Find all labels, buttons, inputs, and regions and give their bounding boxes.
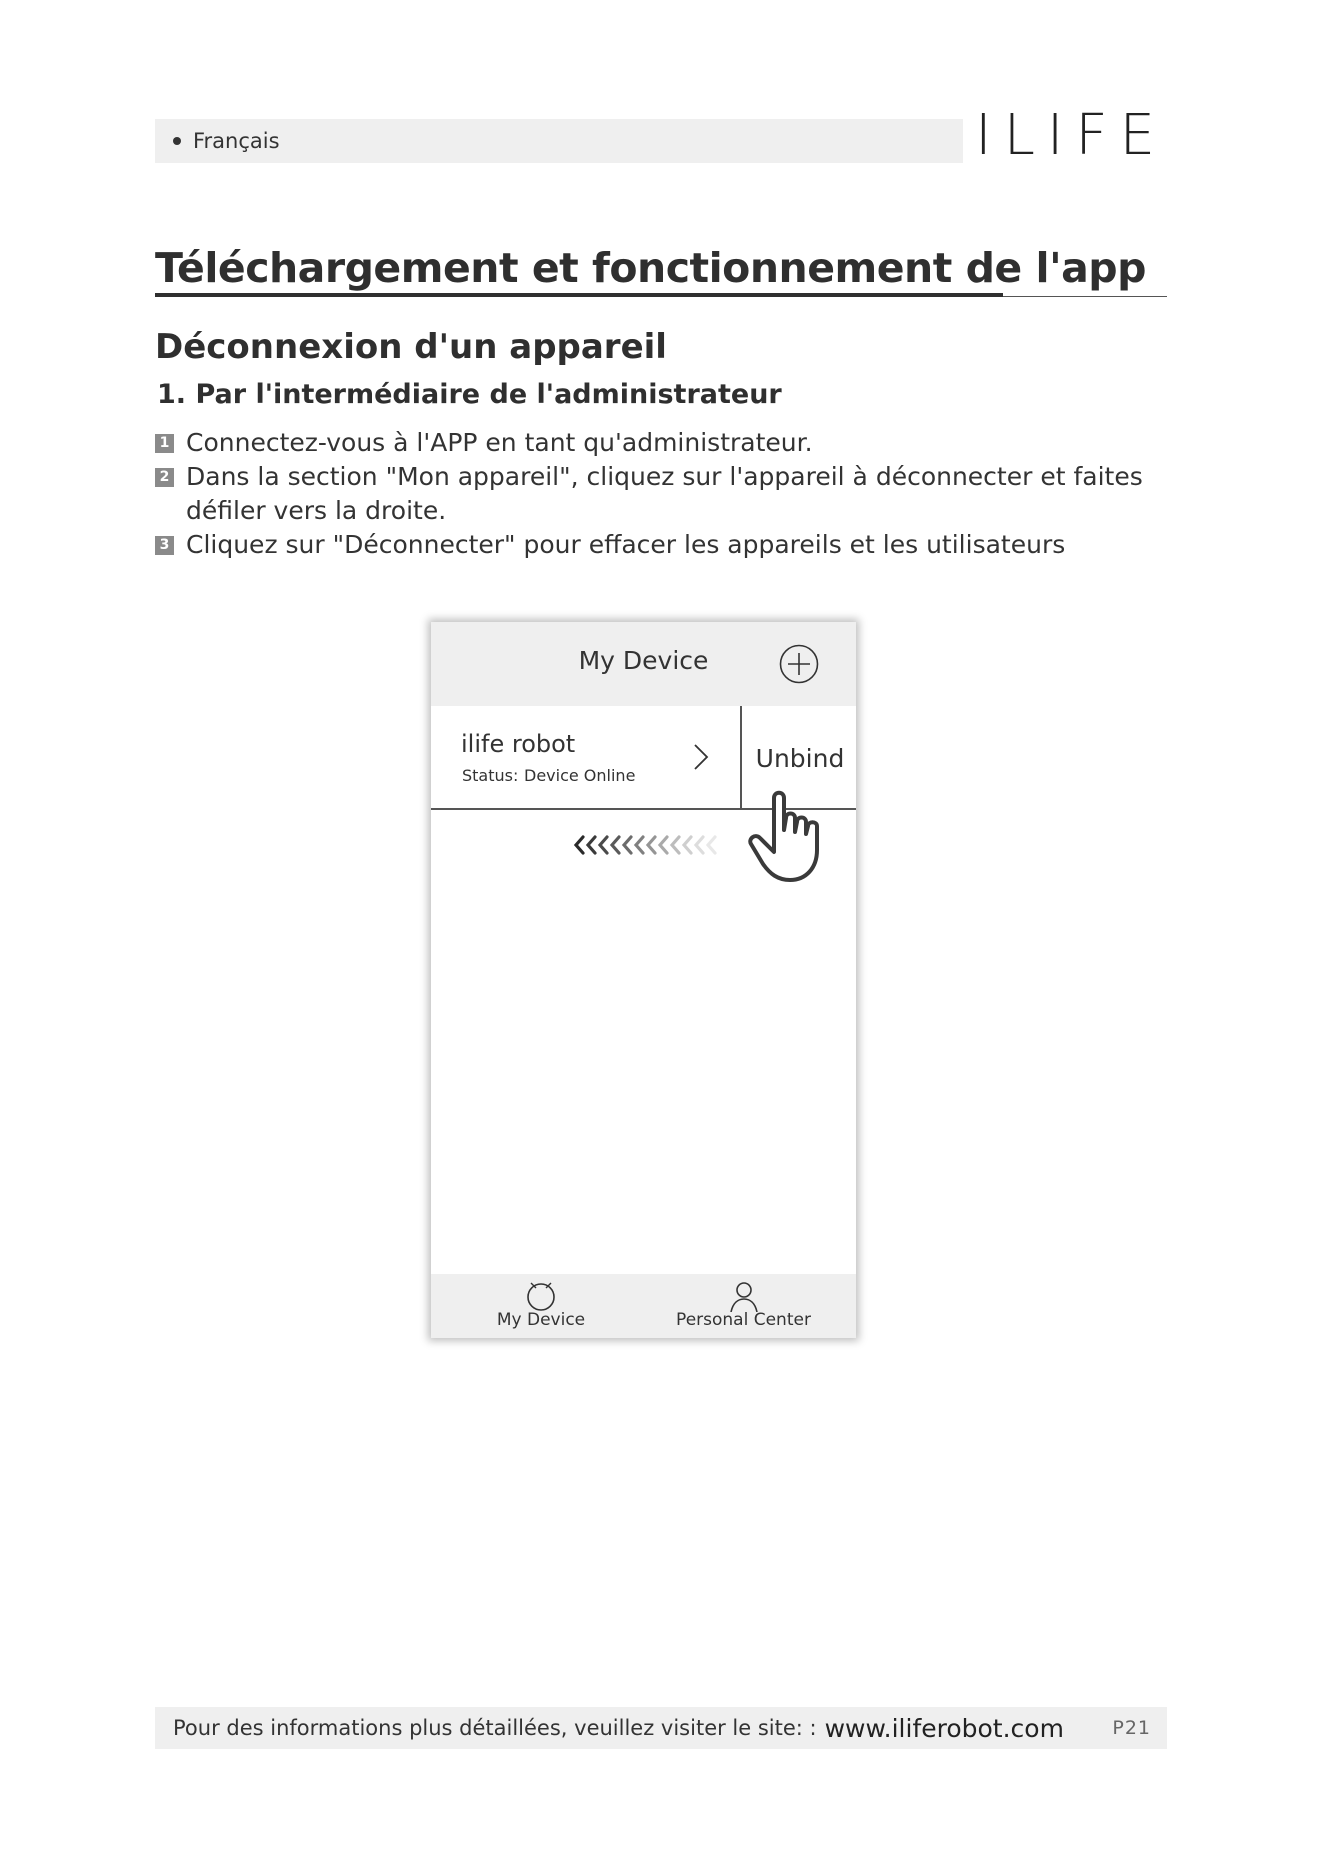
page-footer bbox=[155, 1707, 1167, 1749]
robot-icon bbox=[524, 1280, 558, 1312]
phone-mockup bbox=[431, 622, 856, 1338]
language-label: Français bbox=[193, 129, 280, 153]
step-item bbox=[155, 460, 1165, 528]
page-title: Téléchargement et fonctionnement de l'app bbox=[155, 244, 1146, 292]
step-text: Cliquez sur "Déconnecter" pour effacer les appareils et les utilisateurs bbox=[186, 530, 1066, 559]
bottom-tab-bar bbox=[431, 1274, 856, 1338]
add-device-icon[interactable] bbox=[779, 644, 819, 684]
page-number: P21 bbox=[1112, 1717, 1151, 1739]
tab-label: My Device bbox=[496, 1310, 586, 1330]
tab-personal-center[interactable] bbox=[661, 1274, 826, 1338]
tab-my-device[interactable] bbox=[471, 1274, 611, 1338]
tab-label: Personal Center bbox=[676, 1310, 811, 1330]
title-underline bbox=[155, 293, 1003, 297]
step-item bbox=[155, 426, 1165, 460]
step-text: Dans la section "Mon appareil", cliquez sur l'appareil à déconnecter et faites défiler vers la droite. bbox=[186, 462, 1143, 525]
steps-list bbox=[155, 426, 1165, 562]
unbind-label: Unbind bbox=[755, 743, 845, 773]
pointing-hand-icon bbox=[746, 788, 836, 884]
device-name: ilife robot bbox=[461, 730, 576, 758]
app-title: My Device bbox=[578, 646, 709, 675]
footer-text: Pour des informations plus détaillées, veuillez visiter le site: : bbox=[173, 1716, 817, 1740]
step-text: Connectez-vous à l'APP en tant qu'administrateur. bbox=[186, 428, 813, 457]
step-number: 2 bbox=[155, 468, 174, 487]
brand-logo: ILIFE bbox=[975, 103, 1167, 168]
page-subtitle: Déconnexion d'un appareil bbox=[155, 327, 667, 367]
bullet-icon bbox=[173, 137, 181, 145]
chevron-right-icon bbox=[692, 742, 710, 772]
device-status-value: Device Online bbox=[524, 766, 636, 785]
step-number: 1 bbox=[155, 434, 174, 453]
title-rule bbox=[1003, 296, 1167, 297]
swipe-left-arrows-icon bbox=[573, 834, 718, 856]
device-status-label: Status: bbox=[462, 766, 519, 785]
section-heading: 1. Par l'intermédiaire de l'administrateur bbox=[157, 379, 782, 410]
app-header bbox=[431, 622, 856, 706]
step-item bbox=[155, 528, 1165, 562]
language-bar bbox=[155, 119, 963, 163]
footer-url-link[interactable]: www.iliferobot.com bbox=[824, 1713, 1064, 1743]
person-icon bbox=[727, 1280, 761, 1312]
step-number: 3 bbox=[155, 536, 174, 555]
